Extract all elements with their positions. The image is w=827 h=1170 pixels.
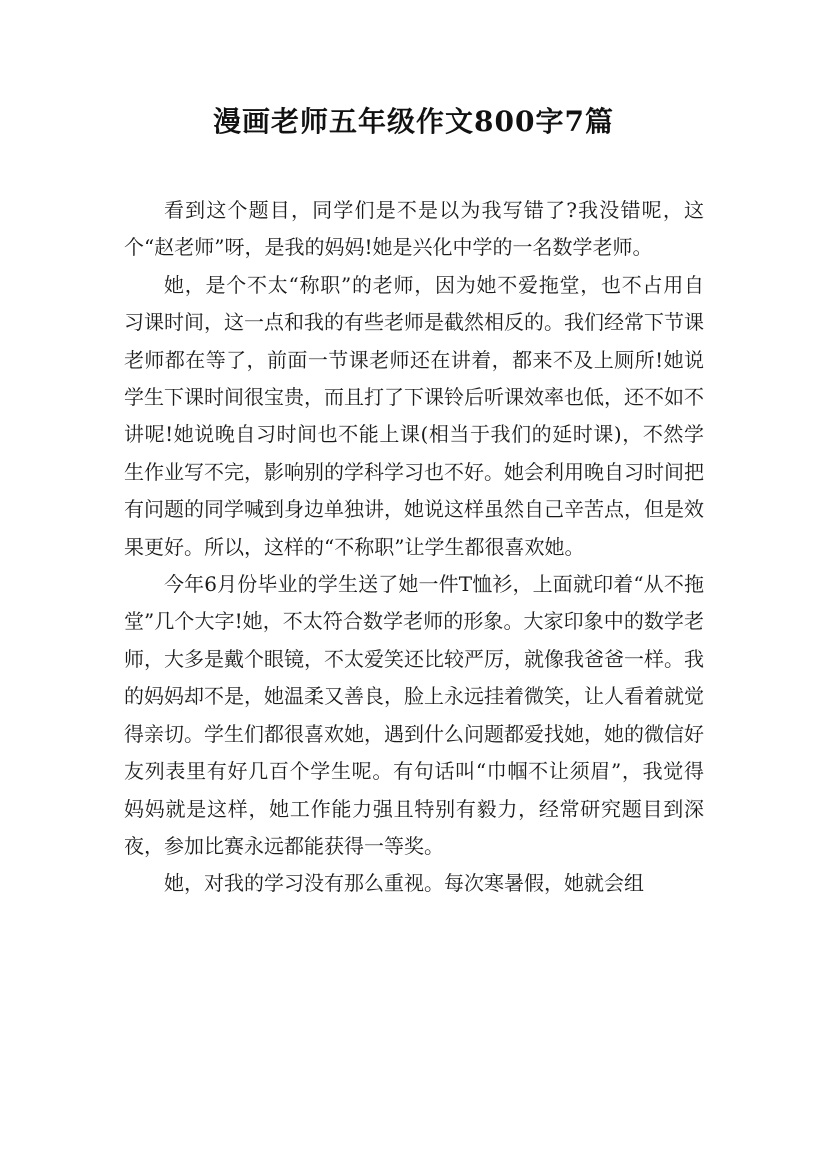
- paragraph-1: 看到这个题目，同学们是不是以为我写错了?我没错呢，这个“赵老师”呀，是我的妈妈!她是兴化中学的一名数学老师。: [124, 198, 704, 260]
- article-body: [124, 192, 704, 903]
- paragraph-2: 她，是个不太“称职”的老师，因为她不爱拖堂，也不占用自习课时间，这一点和我的有些老师是截然相反的。我们经常下节课老师都在等了，前面一节课老师还在讲着，都来不及上厕所!她说学生下课时间很宝贵，而且打了下课铃后听课效率也低，还不如不讲呢!她说晚自习时间也不能上课(相当于我们的延时课)，不然学生作业写不完，影响别的学科学习也不好。她会利用晚自习时间把有问题的同学喊到身边单独讲，她说这样虽然自己辛苦点，但是效果更好。所以，这样的“不称职”让学生都很喜欢她。: [124, 272, 704, 559]
- page-title: 漫画老师五年级作文800字7篇: [213, 105, 614, 138]
- paragraph-4: 她，对我的学习没有那么重视。每次寒暑假，她就会组: [164, 871, 644, 896]
- paragraph-3: 今年6月份毕业的学生送了她一件T恤衫，上面就印着“从不拖堂”几个大字!她，不太符合数学老师的形象。大家印象中的数学老师，大多是戴个眼镜，不太爱笑还比较严厉，就像我爸爸一样。我的妈妈却不是，她温柔又善良，脸上永远挂着微笑，让人看着就觉得亲切。学生们都很喜欢她，遇到什么问题都爱找她，她的微信好友列表里有好几百个学生呢。有句话叫“巾帼不让须眉”，我觉得妈妈就是这样，她工作能力强且特别有毅力，经常研究题目到深夜，参加比赛永远都能获得一等奖。: [124, 572, 704, 858]
